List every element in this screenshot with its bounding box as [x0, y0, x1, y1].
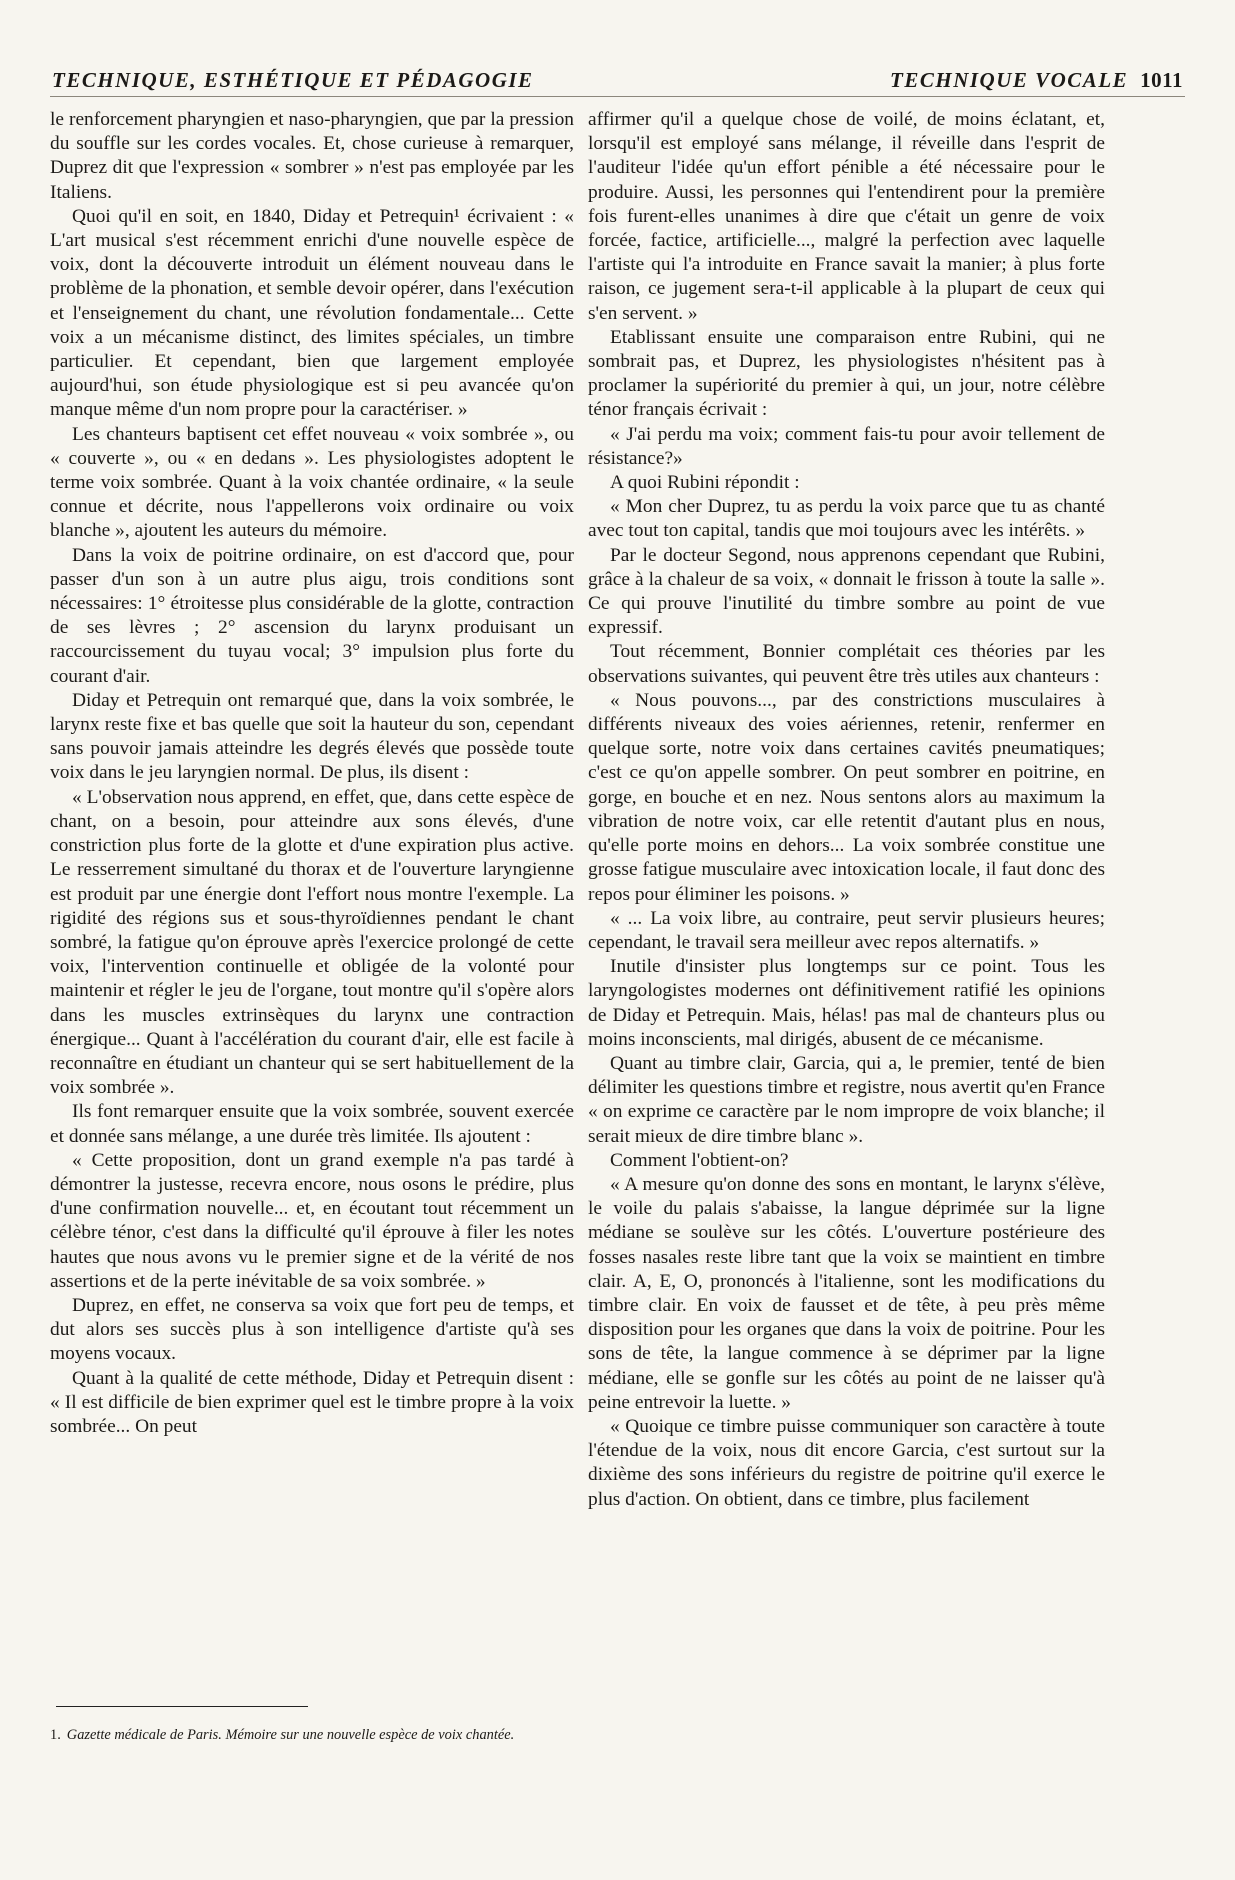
right-column: [588, 108, 1105, 1512]
paragraph: Ils font remarquer ensuite que la voix sombrée, souvent exercée et donnée sans mélange, a une durée très limitée. Ils ajoutent :: [50, 1101, 574, 1147]
footnote-rule: [56, 1706, 308, 1707]
paragraph: Duprez, en effet, ne conserva sa voix que fort peu de temps, et dut alors ses succès plus à son intelligence d'artiste qu'à ses moyens vocaux.: [50, 1294, 574, 1365]
running-head-title: TECHNIQUE VOCALE: [890, 68, 1129, 92]
left-column: [50, 108, 574, 1439]
footnote-text: Gazette médicale de Paris. Mémoire sur une nouvelle espèce de voix chantée.: [66, 1727, 515, 1743]
paragraph: le renforcement pharyngien et naso-pharyngien, que par la pression du souffle sur les cordes vocales. Et, chose curieuse à remarquer, Duprez dit que l'expression « sombrer » n'est pas employée par les Italiens.: [50, 109, 574, 203]
paragraph: Les chanteurs baptisent cet effet nouveau « voix sombrée », ou « couverte », ou « en dedans ». Les physiologistes adoptent le terme voix sombrée. Quant à la voix chantée ordinaire, « la seule connue et décrite, nous l'appellerons voix ordinaire ou voix blanche », ajoutent les auteurs du mémoire.: [50, 423, 574, 542]
paragraph: Diday et Petrequin ont remarqué que, dans la voix sombrée, le larynx reste fixe et bas quelle que soit la hauteur du son, cependant sans pouvoir jamais atteindre les degrés élevés que possède toute voix dans le jeu laryngien normal. De plus, ils disent :: [50, 689, 574, 784]
running-head: [50, 64, 1185, 97]
paragraph: Par le docteur Segond, nous apprenons cependant que Rubini, grâce à la chaleur de sa voix, « donnait le frisson à toute la salle ». Ce qui prouve l'inutilité du timbre sombre au point de vue expressif.: [588, 544, 1105, 639]
paragraph: Quant à la qualité de cette méthode, Diday et Petrequin disent : « Il est difficile de bien exprimer quel est le timbre propre à la voix sombrée... On peut: [50, 1367, 574, 1437]
paragraph: Etablissant ensuite une comparaison entre Rubini, qui ne sombrait pas, et Duprez, les physiologistes n'hésitent pas à proclamer la supériorité du premier à qui, un jour, notre célèbre ténor français écrivait :: [588, 326, 1105, 421]
paragraph: Comment l'obtient-on?: [610, 1149, 789, 1171]
footnote: [50, 1726, 570, 1745]
paragraph: « J'ai perdu ma voix; comment fais-tu pour avoir tellement de résistance?»: [588, 423, 1105, 469]
paragraph: affirmer qu'il a quelque chose de voilé, de moins éclatant, et, lorsqu'il est employé sans mélange, il réveille dans l'esprit de l'auditeur l'idée qu'un effort pénible a été nécessaire pour le produire. Aussi, les personnes qui l'entendirent pour la première fois furent-elles unanimes à dire que c'était un genre de voix forcée, factice, artificielle..., malgré la perfection avec laquelle l'artiste qui l'a introduite en France savait la manier; à plus forte raison, ce jugement sera-t-il applicable à la plupart de ceux qui s'en servent. »: [588, 109, 1105, 324]
paragraph: Quant au timbre clair, Garcia, qui a, le premier, tenté de bien délimiter les questions timbre et registre, nous avertit qu'en France « on exprime ce caractère par le nom impropre de voix blanche; il serait mieux de dire timbre blanc ».: [588, 1052, 1105, 1147]
paragraph: « Mon cher Duprez, tu as perdu la voix parce que tu as chanté avec tout ton capital, tandis que moi toujours avec les intérêts. »: [588, 496, 1105, 542]
paragraph: « Quoique ce timbre puisse communiquer son caractère à toute l'étendue de la voix, nous dit encore Garcia, c'est surtout sur la dixième des sons inférieurs du registre de poitrine qu'il exerce le plus d'action. On obtient, dans ce timbre, plus facilement: [588, 1415, 1105, 1510]
footnote-number: 1.: [50, 1727, 61, 1743]
paragraph: « Nous pouvons..., par des constrictions musculaires à différents niveaux des voies aériennes, retenir, renfermer en quelque sorte, notre voix dans certaines cavités pneumatiques; c'est ce qu'on appelle sombrer. On peut sombrer en poitrine, en gorge, en bouche et en nez. Nous sentons alors au maximum la vibration de notre voix, car elle retentit d'autant plus en nous, qu'elle porte moins en dehors... La voix sombrée constitue une grosse fatigue musculaire avec intoxication locale, il faut donc des repos pour éliminer les poisons. »: [588, 689, 1105, 905]
paragraph: Inutile d'insister plus longtemps sur ce point. Tous les laryngologistes modernes ont définitivement ratifié les opinions de Diday et Petrequin. Mais, hélas! pas mal de chanteurs plus ou moins inconscients, mal dirigés, abusent de ce mécanisme.: [588, 956, 1105, 1050]
running-head-left: TECHNIQUE, ESTHÉTIQUE ET PÉDAGOGIE: [52, 68, 534, 92]
paragraph: Tout récemment, Bonnier complétait ces théories par les observations suivantes, qui peuvent être très utiles aux chanteurs :: [588, 641, 1105, 687]
paragraph: « A mesure qu'on donne des sons en montant, le larynx s'élève, le voile du palais s'abaisse, la langue déprimée sur la ligne médiane se soulève sur les côtés. L'ouverture postérieure des fosses nasales reste libre tant que la voix se maintient en timbre clair. A, E, O, prononcés à l'italienne, sont les modifications du timbre clair. En voix de fausset et de tête, à peu près même disposition pour les organes que dans la voix de poitrine. Pour les sons de tête, la langue commence à se déprimer par la ligne médiane, elle se gonfle sur les côtés au point de ne laisser qu'à peine entrevoir la luette. »: [588, 1173, 1105, 1413]
paragraph: A quoi Rubini répondit :: [610, 472, 800, 494]
paragraph: « L'observation nous apprend, en effet, que, dans cette espèce de chant, on a besoin, pour atteindre aux sons élevés, d'une constriction plus forte de la glotte et d'une expiration plus active. Le resserrement simultané du thorax et de l'ouverture laryngienne est produit par une énergie dont l'effort nous montre l'exemple. La rigidité des régions sus et sous-thyroïdiennes pendant le chant sombré, la fatigue qu'on éprouve après l'exercice prolongé de cette voix, l'intervention continuelle et obligée de la volonté pour maintenir et régler le jeu de l'organe, tout montre qu'il s'opère alors dans les muscles extrinsèques du larynx une contraction énergique... Quant à l'accélération du courant d'air, elle est facile à reconnaître en étudiant un chanteur qui se sert habituellement de la voix sombrée ».: [50, 786, 574, 1099]
paragraph: « Cette proposition, dont un grand exemple n'a pas tardé à démontrer la justesse, recevra encore, nous osons le prédire, plus d'une confirmation nouvelle... et, en écoutant tout récemment un célèbre ténor, c'est dans la difficulté qu'il éprouve à filer les notes hautes que nous avons vu le premier signe et de la vérité de nos assertions et de la perte inévitable de sa voix sombrée. »: [50, 1149, 574, 1292]
running-head-right: [890, 68, 1183, 93]
paragraph: Quoi qu'il en soit, en 1840, Diday et Petrequin¹ écrivaient : « L'art musical s'est récemment enrichi d'une nouvelle espèce de voix, dont la découverte introduit un élément nouveau dans le problème de la phonation, et semble devoir opérer, dans l'exécution et l'enseignement du chant, une révolution fondamentale... Cette voix a un mécanisme distinct, des limites spéciales, un timbre particulier. Et cependant, bien que largement employée aujourd'hui, son étude physiologique est si peu avancée qu'on manque même d'un nom propre pour la caractériser. »: [50, 205, 574, 421]
page-number: 1011: [1140, 68, 1183, 92]
paragraph: Dans la voix de poitrine ordinaire, on est d'accord que, pour passer d'un son à un autre plus aigu, trois conditions sont nécessaires: 1° étroitesse plus considérable de la glotte, contraction de ses lèvres ; 2° ascension du larynx produisant un raccourcissement du tuyau vocal; 3° impulsion plus forte du courant d'air.: [50, 544, 574, 687]
paragraph: « ... La voix libre, au contraire, peut servir plusieurs heures; cependant, le travail sera meilleur avec repos alternatifs. »: [588, 907, 1105, 953]
